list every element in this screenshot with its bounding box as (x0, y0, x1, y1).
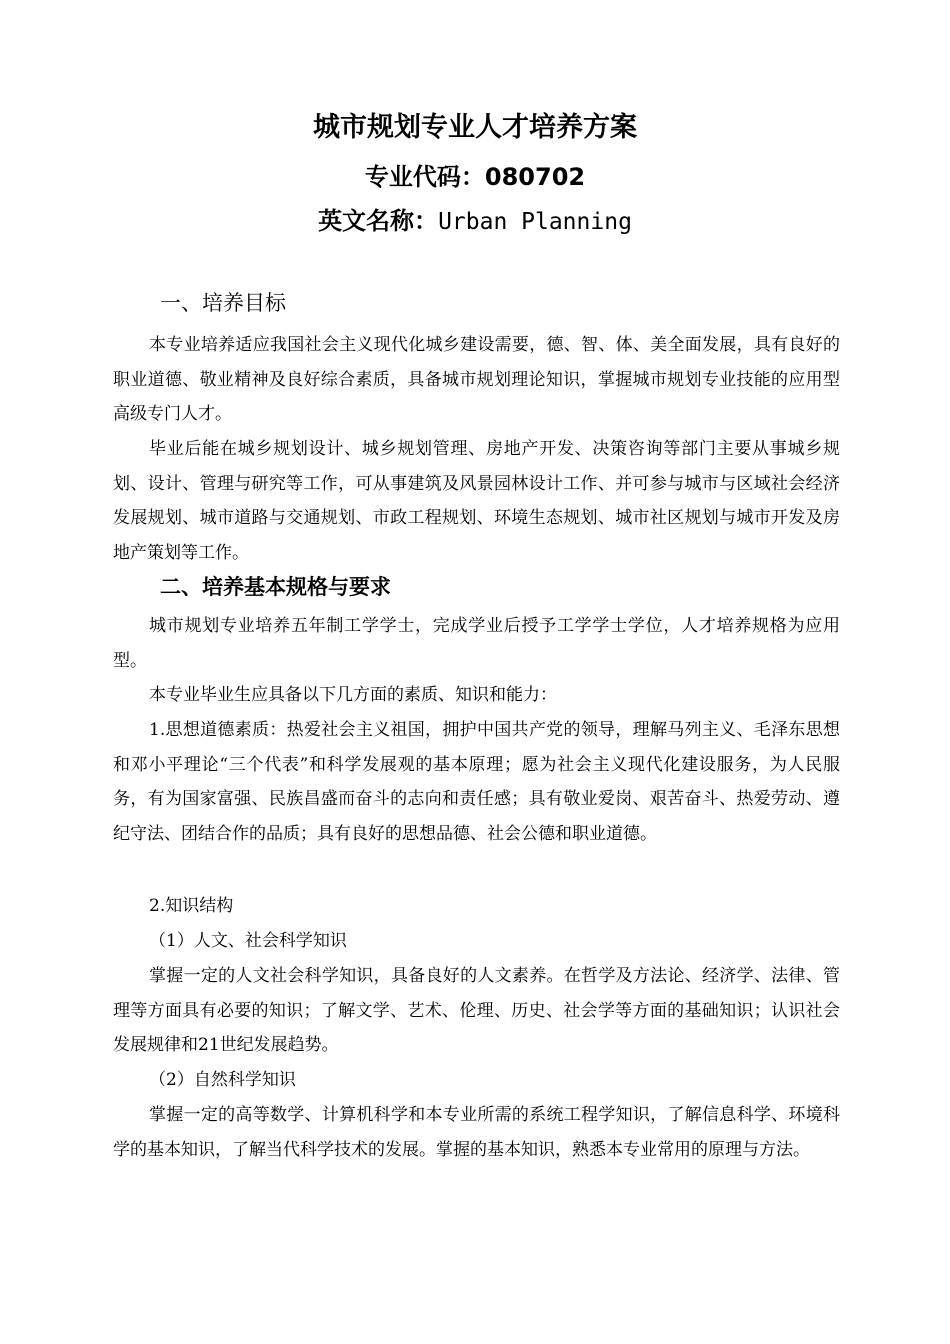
section-heading-training-goal: 一、培养目标 (160, 291, 286, 315)
knowledge-structure-title: 2.知识结构 (149, 896, 234, 916)
paragraph-goal: 本专业培养适应我国社会主义现代化城乡建设需要，德、智、体、美全面发展，具有良好的职业道德、敬业精神及良好综合素质，具备城市规划理论知识，掌握城市规划专业技能的应用型高级专门人才。 (113, 335, 840, 424)
paragraph-degree: 城市规划专业培养五年制工学学士，完成学业后授予工学学士学位，人才培养规格为应用型。 (113, 616, 840, 671)
section-heading-requirements: 二、培养基本规格与要求 (160, 575, 391, 599)
humanities-knowledge-title: （1）人文、社会科学知识 (149, 931, 347, 951)
paragraph-humanities: 掌握一定的人文社会科学知识，具备良好的人文素养。在哲学及方法论、经济学、法律、管理等方面具有必要的知识；了解文学、艺术、伦理、历史、社会学等方面的基础知识；认识社会发展规律和21世纪发展趋势。 (113, 966, 840, 1055)
english-name-line (0, 202, 950, 241)
paragraph-moral-quality: 1.思想道德素质：热爱社会主义祖国，拥护中国共产党的领导，理解马列主义、毛泽东思想和邓小平理论“三个代表”和科学发展观的基本原理；愿为社会主义现代化建设服务，为人民服务，有为国家富强、民族昌盛而奋斗的志向和责任感；具有敬业爱岗、艰苦奋斗、热爱劳动、遵纪守法、团结合作的品质；具有良好的思想品德、社会公德和职业道德。 (113, 720, 840, 844)
english-name-label: 英文名称： (318, 207, 439, 235)
major-code-value: 080702 (484, 163, 586, 191)
paragraph-natural-science: 掌握一定的高等数学、计算机科学和本专业所需的系统工程学知识，了解信息科学、环境科学的基本知识，了解当代科学技术的发展。掌握的基本知识，熟悉本专业常用的原理与方法。 (113, 1105, 840, 1160)
major-code-label: 专业代码： (364, 163, 485, 191)
major-code-line (0, 158, 950, 196)
english-name-value: Urban Planning (438, 209, 632, 235)
paragraph-abilities-intro: 本专业毕业生应具备以下几方面的素质、知识和能力： (149, 685, 557, 705)
paragraph-career: 毕业后能在城乡规划设计、城乡规划管理、房地产开发、决策咨询等部门主要从事城乡规划、设计、管理与研究等工作，可从事建筑及风景园林设计工作、并可参与城市与区域社会经济发展规划、城市道路与交通规划、市政工程规划、环境生态规划、城市社区规划与城市开发及房地产策划等工作。 (113, 439, 840, 563)
document-title: 城市规划专业人才培养方案 (313, 112, 637, 143)
natural-science-title: （2）自然科学知识 (149, 1070, 296, 1090)
